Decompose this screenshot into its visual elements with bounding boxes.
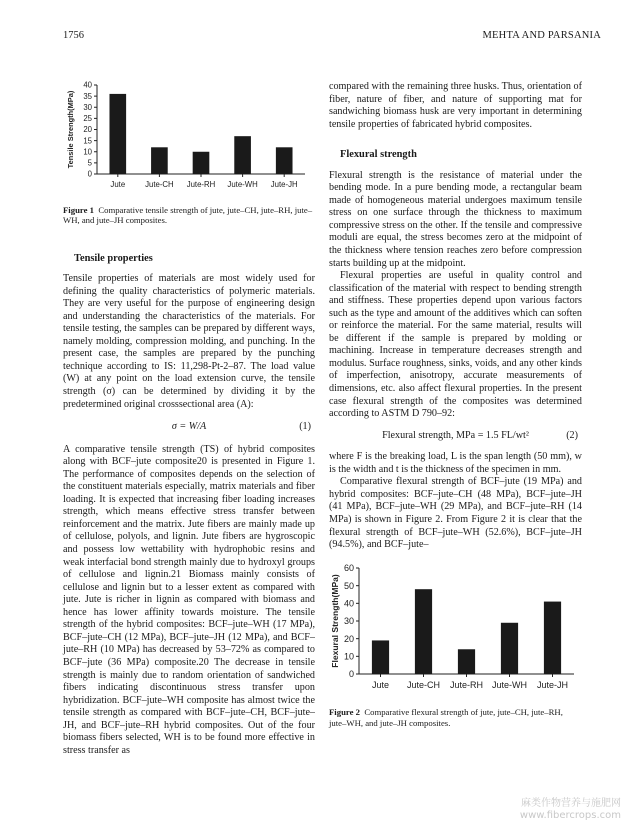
y-axis-label: Tensile Strength(MPa) bbox=[66, 90, 75, 169]
x-tick-label: Jute-CH bbox=[145, 179, 174, 189]
bar-jute-jh bbox=[544, 601, 561, 673]
y-tick-label: 20 bbox=[343, 633, 354, 644]
bar-jute-rh bbox=[458, 649, 475, 674]
left-column bbox=[63, 81, 315, 757]
flexural-paragraph-4: Comparative flexural strength of BCF–jute (19 MPa) and hybrid composites: BCF–jute–CH (48 MPa), BCF–jute–JH (41 MPa), BCF–jute–WH (29 MPa), and BCF–jute–RH (14 MPa) is shown in Figure 2. From Figure 2 it is clear that the flexural strength of BCF–jute–WH (52.6%), BCF–jute–JH (94.5%), and BCF–jute– bbox=[329, 476, 582, 551]
watermark-line-2: www.fibercrops.com bbox=[519, 810, 621, 821]
y-tick-label: 0 bbox=[87, 169, 92, 179]
y-tick-label: 5 bbox=[87, 158, 92, 168]
y-tick-label: 40 bbox=[343, 598, 354, 609]
flexural-strength-chart bbox=[329, 562, 582, 697]
flexural-heading: Flexural strength bbox=[340, 149, 417, 161]
y-tick-label: 20 bbox=[83, 125, 92, 135]
figure1-label: Figure 1 bbox=[63, 204, 94, 215]
bar-jute-jh bbox=[276, 147, 293, 174]
y-tick-label: 0 bbox=[348, 668, 354, 679]
right-column bbox=[329, 81, 582, 728]
bar-jute-rh bbox=[193, 152, 210, 174]
equation-2-text: Flexural strength, MPa = 1.5 FL/wt² bbox=[382, 429, 529, 441]
y-tick-label: 50 bbox=[343, 580, 354, 591]
y-tick-label: 40 bbox=[83, 81, 92, 90]
y-tick-label: 60 bbox=[343, 562, 354, 573]
figure1-caption-text: Comparative tensile strength of jute, jute–CH, jute–RH, jute–WH, and jute–JH composites. bbox=[63, 204, 313, 226]
equation-1 bbox=[63, 421, 315, 434]
y-axis-label: Flexural Strength(MPa) bbox=[330, 573, 340, 668]
x-tick-label: Jute bbox=[110, 179, 126, 189]
x-tick-label: Jute-JH bbox=[270, 179, 298, 189]
tensile-strength-chart bbox=[63, 81, 315, 196]
flexural-paragraph-3: where F is the breaking load, L is the span length (50 mm), w is the width and t is the thickness of the specimen in mm. bbox=[329, 451, 582, 475]
bar-jute-ch bbox=[151, 147, 168, 174]
x-tick-label: Jute-RH bbox=[449, 679, 484, 690]
equation-2-number: (2) bbox=[566, 429, 578, 441]
bar-jute-ch bbox=[415, 589, 432, 674]
x-tick-label: Jute-CH bbox=[406, 679, 441, 690]
tensile-paragraph-2: A comparative tensile strength (TS) of hybrid composites along with BCF–jute composite20 is presented in Figure 1. The performance of composites depends on the selection of the constituent materials especially, matrix materials and fiber loading. It is expected that increasing fiber loading increases strength, which means effective stress transfer between reinforcement and the matrix. Jute fibers are mainly made up of cellulose, polyols, and lignin. Jute fibers are hygroscopic and possess low wettability with hydrophobic resins and weak interfacial bond strength mainly due to hydroxyl groups of cellulose and lignin.21 Biomass mainly consists of cellulose and lignin but to a lesser extent as compared with jute. Jute is richer in lignin as compared with biomass and hence has lower affinity towards moisture. The tensile strength of the hybrid composites: BCF–jute–WH (17 MPa), BCF–jute–CH (12 MPa), BCF–jute–JH (12 MPa), and BCF–jute–RH (10 MPa) has decreased by 53–72% as compared to BCF–jute (36 MPa) composite.20 The decrease in tensile strength is mainly due to random orientation of sandwiched fibers indicating discontinuous stress transfer upon hybridization. BCF–jute–WH composite has almost twice the tensile strength as compared with BCF–jute–CH, BCF–jute–JH, and BCF–jute–RH hybrid composites. Out of the four biomass fibers selected, WH is to be found more effective in stress transfer as bbox=[63, 443, 315, 756]
flexural-paragraph-1: Flexural strength is the resistance of material under the bending mode. In a pure bending mode, a rectangular beam made of homogeneous material undergoes maximum tensile stress on one surface through the thickness to maximum compressive stress on the other. If the tensile and compressive moduli are equal, the stress becomes zero at the midpoint of the thickness where tension reaches zero before compression starts building up at the midpoint. bbox=[329, 169, 582, 269]
watermark bbox=[520, 798, 621, 822]
figure1-caption bbox=[63, 205, 315, 226]
y-tick-label: 30 bbox=[83, 102, 92, 112]
y-tick-label: 15 bbox=[83, 136, 92, 146]
bar-jute bbox=[109, 94, 126, 174]
watermark-line-1: 麻类作物营养与施肥网 bbox=[521, 798, 621, 809]
x-tick-label: Jute-JH bbox=[536, 679, 569, 690]
y-tick-label: 10 bbox=[343, 651, 354, 662]
figure2-caption bbox=[329, 707, 582, 728]
y-tick-label: 35 bbox=[83, 91, 92, 101]
flexural-paragraph-2: Flexural properties are useful in quality control and classification of the material with respect to bending strength and stiffness. These properties depend upon various factors such as the type and amount of the additives which can soften or reinforce the material. For the same material, results will be different if the sample is prepared by molding or machining. Increase in temperature decreases strength and modulus. Surface roughness, sinks, voids, and any other kinds of imperfection, anisotropy, accurate measurements of dimensions, etc. also affect flexural properties. In the present case flexural strength of the composites was determined according to ASTM D 790–92: bbox=[329, 270, 582, 420]
page-number: 1756 bbox=[63, 30, 84, 41]
x-tick-label: Jute-WH bbox=[227, 179, 258, 189]
equation-1-number: (1) bbox=[299, 421, 311, 433]
equation-2 bbox=[329, 430, 582, 443]
x-tick-label: Jute bbox=[371, 679, 390, 690]
bar-jute-wh bbox=[234, 136, 251, 174]
bar-jute bbox=[372, 640, 389, 674]
tensile-paragraph-1: Tensile properties of materials are most widely used for defining the quality characteristics of polymeric materials. They are very useful for the purpose of engineering design and understanding the characteristics of the materials. For tensile testing, the samples can be prepared by different ways, namely molding, compression molding, and punching. In the present case, the samples are prepared by the punching technique according to IS: 11,298-Pt-2–87. The load value (W) at any point on the load extension curve, the tensile strength (σ) can be determined by dividing it by the predetermined original crosssectional area (A): bbox=[63, 273, 315, 410]
running-title: MEHTA AND PARSANIA bbox=[482, 30, 601, 41]
bar-jute-wh bbox=[501, 622, 518, 673]
y-tick-label: 10 bbox=[83, 147, 92, 157]
figure2-label: Figure 2 bbox=[329, 707, 360, 718]
x-tick-label: Jute-RH bbox=[186, 179, 216, 189]
x-tick-label: Jute-WH bbox=[491, 679, 528, 690]
continued-paragraph: compared with the remaining three husks. Thus, orientation of fiber, nature of fiber, and nature of supporting mat for sandwiching biomass husk are very important in determining tensile properties of fabricated hybrid composites. bbox=[329, 81, 582, 130]
figure2-caption-text: Comparative flexural strength of jute, jute–CH, jute–RH, jute–WH, and jute–JH composites. bbox=[329, 707, 563, 728]
y-tick-label: 25 bbox=[83, 114, 92, 124]
y-tick-label: 30 bbox=[343, 615, 354, 626]
tensile-heading: Tensile properties bbox=[74, 252, 153, 264]
equation-1-text: σ = W/A bbox=[171, 421, 207, 433]
